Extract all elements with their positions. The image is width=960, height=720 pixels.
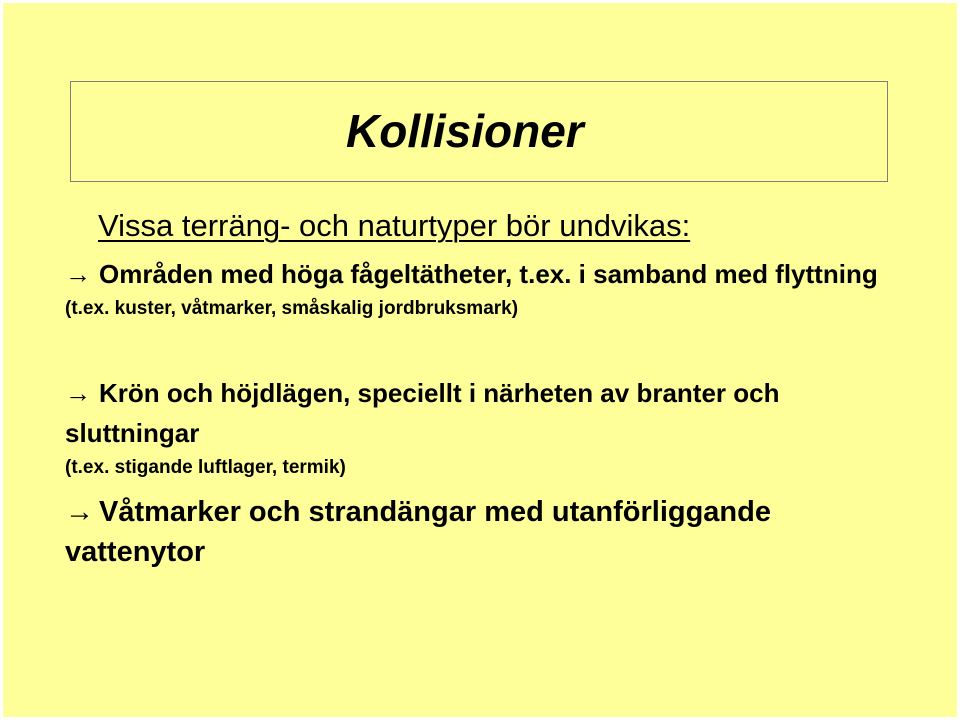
arrow-right-icon: → [65,496,94,528]
bullet-text: Våtmarker och strandängar med utanförliggande vattenytor [65,496,771,568]
bullet-item-3 [65,492,905,572]
bullet-item-2 [65,373,905,481]
slide-subtitle: Vissa terräng- och naturtyper bör undvikas: [98,208,691,243]
slide [3,3,957,717]
bullet-item-1 [65,254,905,322]
arrow-right-icon: → [65,259,91,289]
bullet-text: Krön och höjdlägen, speciellt i närheten av branter och sluttningar [65,378,780,448]
slide-title: Kollisioner [346,105,584,157]
bullet-note: (t.ex. kuster, våtmarker, småskalig jordbruksmark) [65,298,519,319]
title-box [70,81,888,182]
bullet-note: (t.ex. stigande luftlager, termik) [65,457,346,478]
bullet-text: Områden med höga fågeltätheter, t.ex. i samband med flyttning [99,259,878,289]
arrow-right-icon: → [65,378,91,408]
